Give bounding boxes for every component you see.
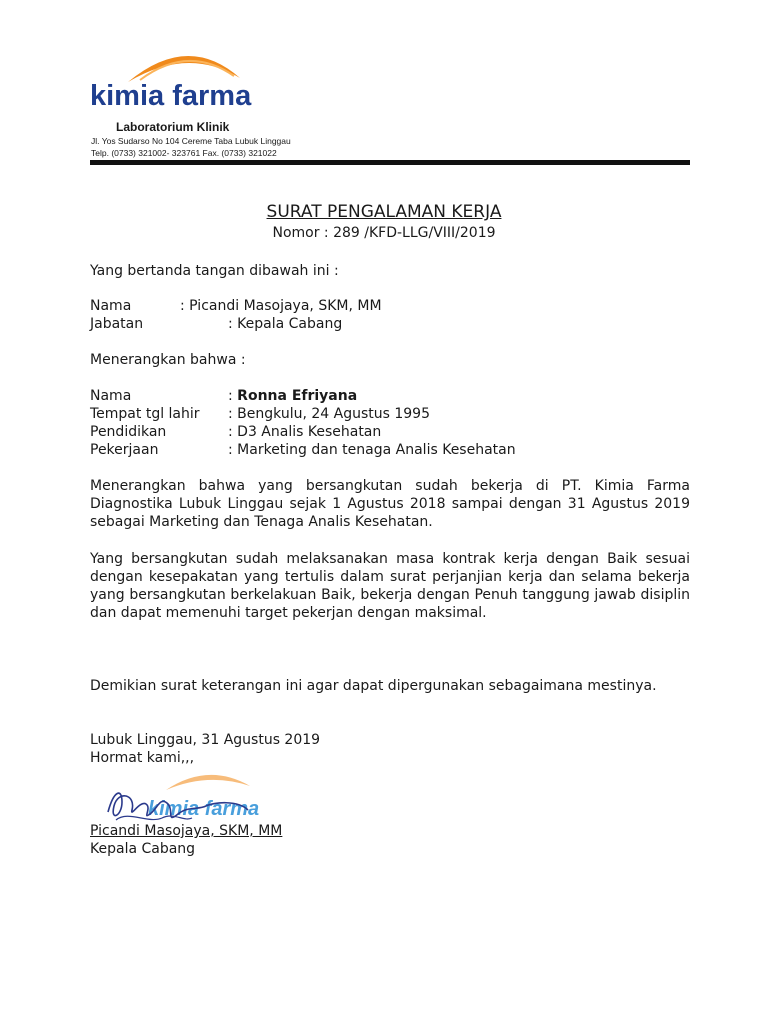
paragraph-conduct: Yang bersangkutan sudah melaksanakan masa kontrak kerja dengan Baik sesuai dengan kesepakatan yang tertulis dalam surat perjanjian kerja dan selama bekerja yang bersangkutan berkelakuan Baik, bekerja dengan Penuh tanggung jawab disiplin dan dapat memenuhi target pekerjan dengan maksimal. xyxy=(90,551,690,621)
signer-title: Kepala Cabang xyxy=(90,841,196,857)
subject-education-label: Pendidikan xyxy=(90,424,167,440)
subject-birth-value: : Bengkulu, 24 Agustus 1995 xyxy=(228,406,430,422)
svg-text:kimia farma: kimia farma xyxy=(90,80,252,112)
header-divider xyxy=(90,160,690,165)
svg-text:kimia farma: kimia farma xyxy=(148,798,260,820)
address-line: Jl. Yos Sudarso No 104 Cereme Taba Lubuk Linggau xyxy=(91,136,291,146)
declare-text: Menerangkan bahwa : xyxy=(90,352,246,368)
signer-position-label: Jabatan xyxy=(90,316,144,332)
signer-name: Picandi Masojaya, SKM, MM xyxy=(90,823,283,839)
paragraph-employment: Menerangkan bahwa yang bersangkutan sudah bekerja di PT. Kimia Farma Diagnostika Lubuk Linggau sejak 1 Agustus 2018 sampai dengan 31 Agustus 2019 sebagai Marketing dan Tenaga Analis Kesehatan. xyxy=(90,478,690,530)
paragraph-closing: Demikian surat keterangan ini agar dapat dipergunakan sebagaimana mestinya. xyxy=(90,678,657,694)
subject-job-value: : Marketing dan tenaga Analis Kesehatan xyxy=(228,442,516,458)
subject-name-value: : Ronna Efriyana xyxy=(228,388,358,404)
signer-position-value: : Kepala Cabang xyxy=(228,316,343,332)
opening-text: Yang bertanda tangan dibawah ini : xyxy=(90,263,339,279)
subject-name-label: Nama xyxy=(90,388,132,404)
subject-job-label: Pekerjaan xyxy=(90,442,159,458)
lab-name: Laboratorium Klinik xyxy=(116,120,230,134)
subject-birth-label: Tempat tgl lahir xyxy=(90,406,200,422)
signer-name-value: : Picandi Masojaya, SKM, MM xyxy=(180,298,382,314)
place-date: Lubuk Linggau, 31 Agustus 2019 xyxy=(90,732,321,748)
stamp-signature xyxy=(88,760,288,830)
subject-name-bold: Ronna Efriyana xyxy=(237,388,358,404)
letter-title: SURAT PENGALAMAN KERJA xyxy=(266,202,502,222)
letter-number: Nomor : 289 /KFD-LLG/VIII/2019 xyxy=(272,225,496,241)
regards-text: Hormat kami,,, xyxy=(90,750,195,766)
signer-name-label: Nama xyxy=(90,298,132,314)
subject-education-value: : D3 Analis Kesehatan xyxy=(228,424,382,440)
kimia-farma-logo xyxy=(88,40,288,115)
phone-line: Telp. (0733) 321002- 323761 Fax. (0733) 321022 xyxy=(91,148,277,158)
